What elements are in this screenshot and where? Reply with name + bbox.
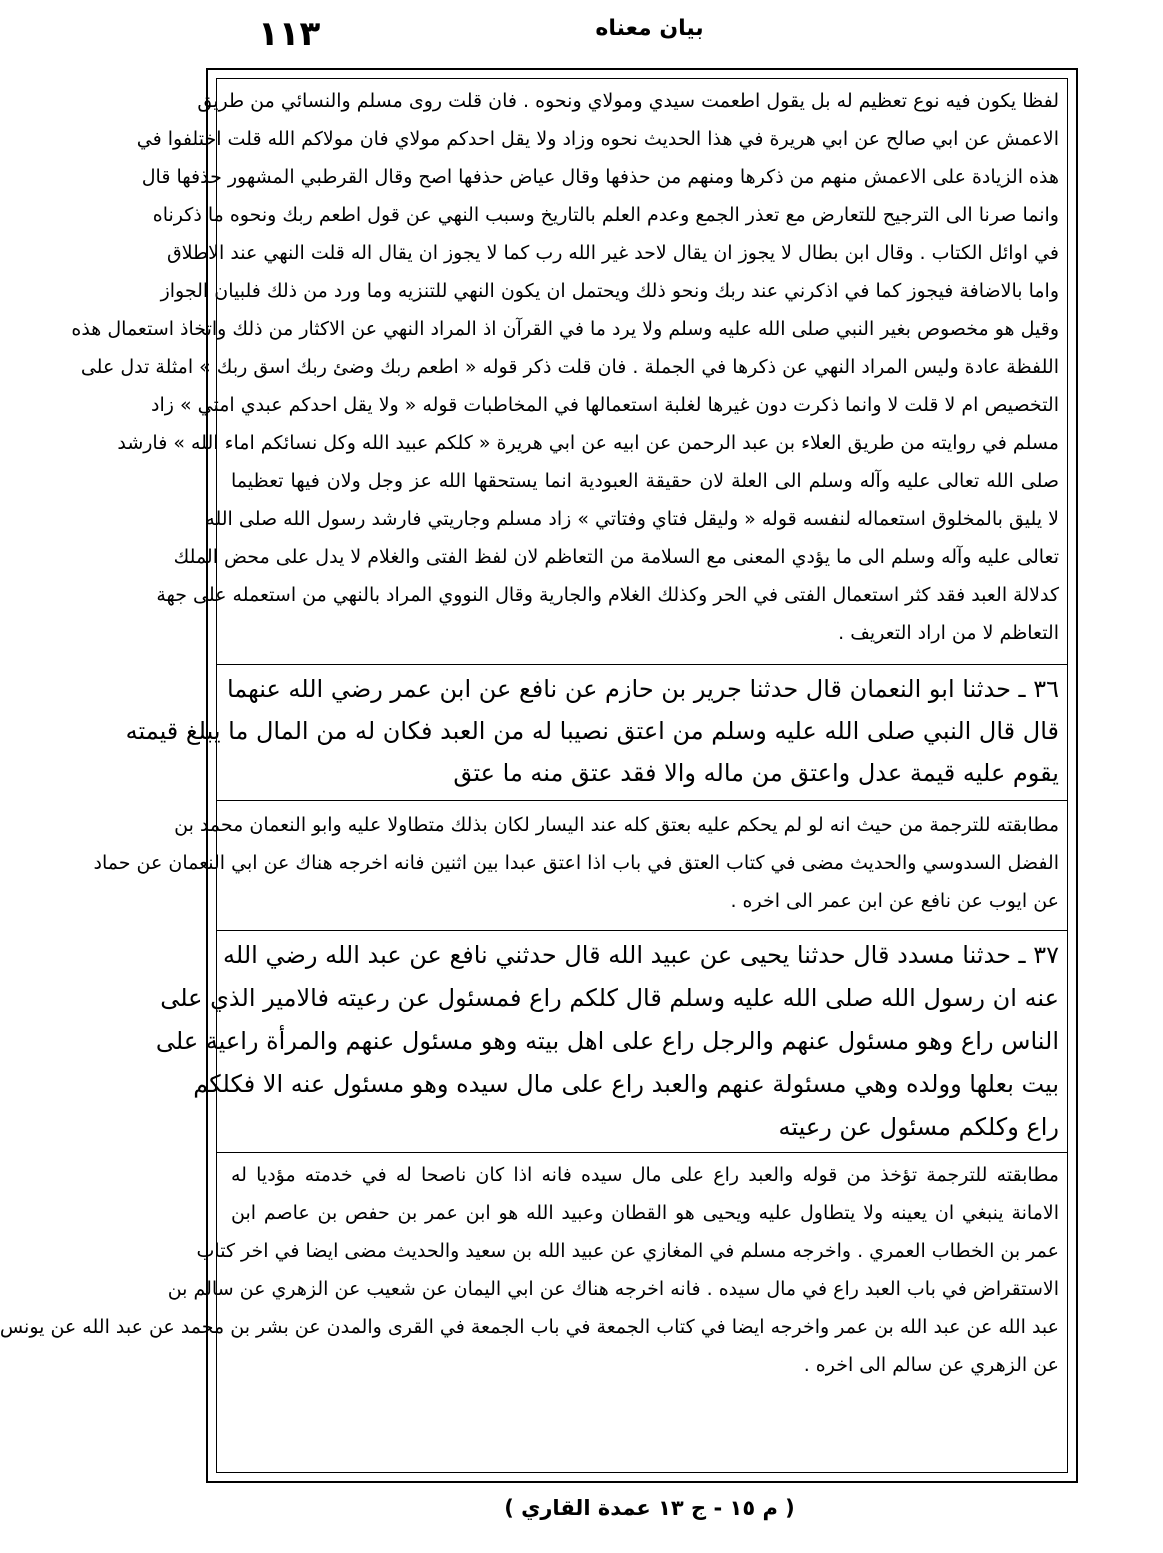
text-line: وانما صرنا الى الترجيح للتعارض مع تعذر الجمع وعدم العلم بالتاريخ وسبب النهي عن قول اطعم ربك ونحوه ما ذكرناه xyxy=(152,204,1059,226)
text-line: الفضل السدوسي والحديث مضى في كتاب العتق في باب اذا اعتق عبدا بين اثنين فانه اخرجه هناك عن ابي النعمان عن حماد xyxy=(93,852,1059,874)
hadith-line: الناس راع وهو مسئول عنهم والرجل راع على اهل بيته وهو مسئول عنهم والمرأة راعية على xyxy=(155,1027,1059,1055)
hadith-line: عنه ان رسول الله صلى الله عليه وسلم قال كلكم راع فمسئول عن رعيته فالامير الذي على xyxy=(160,984,1059,1012)
divider xyxy=(216,930,1068,931)
text-line: لا يليق بالمخلوق استعماله لنفسه قوله « وليقل فتاي وفتاتي » زاد مسلم وجاريتي فارشد رسول الله صلى الله xyxy=(205,508,1059,530)
text-line: عن الزهري عن سالم الى اخره . xyxy=(803,1354,1059,1376)
text-line: في اوائل الكتاب . وقال ابن بطال لا يجوز ان يقال لاحد غير الله رب كما لا يجوز ان يقال اله قلت النهي عند الاطلاق xyxy=(166,242,1059,264)
text-line: صلى الله تعالى عليه وآله وسلم الى العلة لان حقيقة العبودية انما يستحقها الله عز وجل ولان فيها تعظيما xyxy=(231,470,1059,492)
text-line: كدلالة العبد فقد كثر استعمال الفتى في الحر وكذلك الغلام والجارية وقال النووي المراد بالنهي من استعمله على جهة xyxy=(156,584,1059,606)
text-line: وقيل هو مخصوص بغير النبي صلى الله عليه وسلم ولا يرد ما في القرآن اذ المراد النهي عن الاكثار من ذلك واتخاذ استعمال هذه xyxy=(71,318,1059,340)
hadith-line: بيت بعلها وولده وهي مسئولة عنهم والعبد راع على مال سيده وهو مسئول عنه الا فكلكم xyxy=(193,1070,1059,1098)
hadith-line: قال قال النبي صلى الله عليه وسلم من اعتق نصيبا له من العبد فكان له من المال ما يبلغ قيمته xyxy=(125,717,1059,745)
divider xyxy=(216,664,1068,665)
text-line: مطابقته للترجمة تؤخذ من قوله والعبد راع على مال سيده فانه اذا كان ناصحا له في خدمته مؤديا له xyxy=(231,1164,1059,1186)
text-line: هذه الزيادة على الاعمش منهم من ذكرها ومنهم من حذفها وقال عياض حذفها اصح وقال القرطبي المشهور حذفها قال xyxy=(141,166,1059,188)
hadith-line: يقوم عليه قيمة عدل واعتق من ماله والا فقد عتق منه ما عتق xyxy=(453,759,1059,787)
text-line: التعاظم لا من اراد التعريف . xyxy=(838,622,1059,644)
text-line: عبد الله عن عبد الله بن عمر واخرجه ايضا في كتاب الجمعة في باب الجمعة في القرى والمدن عن بشر بن محمد عن عبد الله عن يونس xyxy=(0,1316,1059,1338)
page-footer: ( م ١٥ - ج ١٣ عمدة القاري ) xyxy=(504,1496,795,1520)
text-line: واما بالاضافة فيجوز كما في اذكرني عند ربك ونحو ذلك ويحتمل ان يكون النهي للتنزيه وما ورد من ذلك فلبيان الجواز xyxy=(160,280,1059,302)
text-line: عمر بن الخطاب العمري . واخرجه مسلم في المغازي عن عبيد الله بن سعيد والحديث مضى ايضا في اخر كتاب xyxy=(196,1240,1059,1262)
text-line: الاستقراض في باب العبد راع في مال سيده . فانه اخرجه هناك عن ابي اليمان عن شعيب عن الزهري عن سالم بن xyxy=(167,1278,1059,1300)
text-line: عن ايوب عن نافع عن ابن عمر الى اخره . xyxy=(730,890,1059,912)
text-line: تعالى عليه وآله وسلم الى ما يؤدي المعنى مع السلامة من التعاظم لان لفظ الفتى والغلام لا يدل على محض الملك xyxy=(173,546,1059,568)
text-line: الامانة ينبغي ان يعينه ولا يتطاول عليه ويحيى هو القطان وعبيد الله هو ابن عمر بن حفص بن عاصم ابن xyxy=(231,1202,1059,1224)
hadith-line: راع وكلكم مسئول عن رعيته xyxy=(778,1113,1059,1141)
text-line: اللفظة عادة وليس المراد النهي عن ذكرها في الجملة . فان قلت ذكر قوله « اطعم ربك وضئ ربك اسق ربك » امثلة تدل على xyxy=(80,356,1059,378)
text-line: التخصيص ام لا قلت لا وانما ذكرت دون غيرها لغلبة استعمالها في المخاطبات قوله « ولا يقل احدكم عبدي امتي » زاد xyxy=(151,394,1059,416)
text-line: مطابقته للترجمة من حيث انه لو لم يحكم عليه بعتق كله عند اليسار لكان بذلك متطاولا عليه وابو النعمان محمد بن xyxy=(174,814,1059,836)
hadith-line: ٣٦ ـ حدثنا ابو النعمان قال حدثنا جرير بن حازم عن نافع عن ابن عمر رضي الله عنهما xyxy=(226,675,1059,703)
divider xyxy=(216,800,1068,801)
text-line: لفظا يكون فيه نوع تعظيم له بل يقول اطعمت سيدي ومولاي ونحوه . فان قلت روى مسلم والنسائي من طريق xyxy=(197,90,1059,112)
page-number: ١١٣ xyxy=(258,14,321,54)
text-line: الاعمش عن ابي صالح عن ابي هريرة في هذا الحديث نحوه وزاد ولا يقل احدكم مولاي فان مولاكم الله قلت اختلفوا في xyxy=(136,128,1059,150)
divider xyxy=(216,1152,1068,1153)
hadith-line: ٣٧ ـ حدثنا مسدد قال حدثنا يحيى عن عبيد الله قال حدثني نافع عن عبد الله رضي الله xyxy=(223,941,1059,969)
page-title: بيان معناه xyxy=(595,16,704,41)
text-line: مسلم في روايته من طريق العلاء بن عبد الرحمن عن ابيه عن ابي هريرة « كلكم عبيد الله وكل نسائكم اماء الله » فارشد xyxy=(117,432,1059,454)
